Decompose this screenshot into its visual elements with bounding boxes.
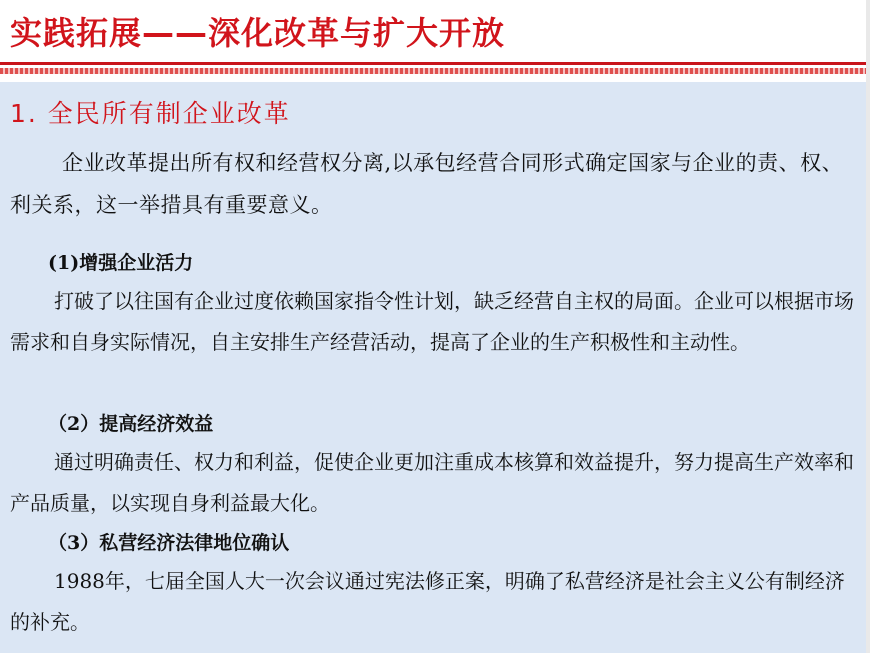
right-edge <box>866 0 870 653</box>
point-3-label: （3）私营经济法律地位确认 <box>48 532 290 554</box>
title-divider-pattern <box>0 68 870 74</box>
point-2-label: （2）提高经济效益 <box>48 413 214 435</box>
slide-title: 实践拓展——深化改革与扩大开放 <box>10 14 506 52</box>
point-2-text: 通过明确责任、权力和利益，促使企业更加注重成本核算和效益提升，努力提高生产效率和产品质量，以实现自身利益最大化。 <box>10 450 854 515</box>
title-bar <box>0 0 870 62</box>
point-3-text: 1988年，七届全国人大一次会议通过宪法修正案，明确了私营经济是社会主义公有制经济的补充。 <box>10 569 845 634</box>
content-panel <box>0 82 870 653</box>
point-1-text: 打破了以往国有企业过度依赖国家指令性计划，缺乏经营自主权的局面。企业可以根据市场需求和自身实际情况，自主安排生产经营活动，提高了企业的生产积极性和主动性。 <box>10 289 854 354</box>
intro-paragraph: 企业改革提出所有权和经营权分离,以承包经营合同形式确定国家与企业的责、权、利关系，这一举措具有重要意义。 <box>10 151 844 217</box>
section-heading: 1. 全民所有制企业改革 <box>10 99 291 128</box>
point-1-label: (1)增强企业活力 <box>48 252 194 274</box>
title-divider <box>0 62 870 65</box>
